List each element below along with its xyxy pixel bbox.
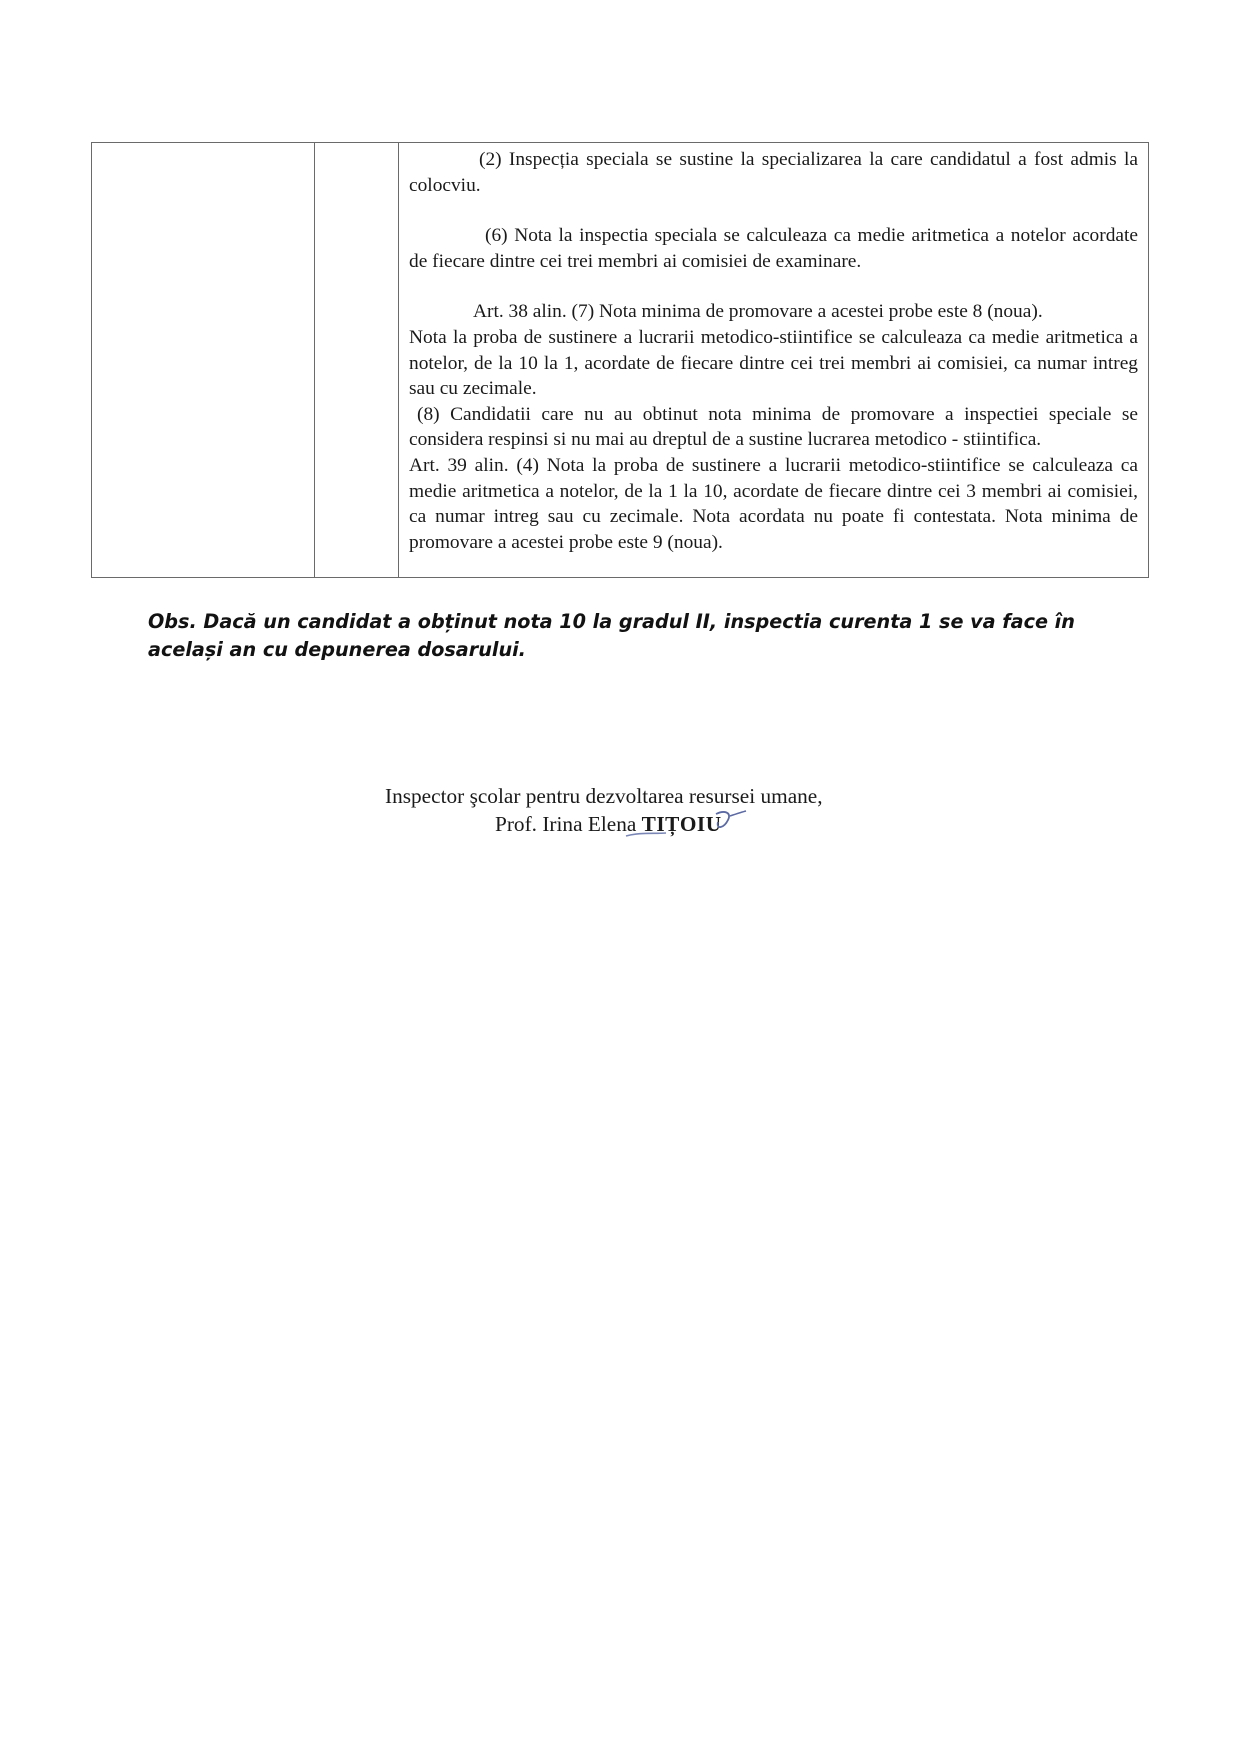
signature-name <box>495 810 722 838</box>
paragraph-paper-grade: Nota la proba de sustinere a lucrarii metodico-stiintifice se calculeaza ca medie aritmetica a notelor, de la 10 la 1, acordate de fiecare dintre cei trei membri ai comisiei, ca numar intreg sau cu zecimale. <box>409 326 1138 400</box>
signature-name-prefix: Prof. Irina Elena <box>495 812 642 836</box>
signature-surname: TIȚOIU <box>641 812 722 836</box>
regulation-text-cell <box>399 143 1149 578</box>
paragraph-inspection-grade: (6) Nota la inspectia speciala se calculeaza ca medie aritmetica a notelor acordate de fiecare dintre cei trei membri ai comisiei de examinare. <box>409 225 1138 272</box>
paragraph-rejected-candidates: (8) Candidatii care nu au obtinut nota minima de promovare a inspectiei speciale se considera respinsi si nu mai au dreptul de a sustine lucrarea metodico - stiintifica. <box>409 403 1138 451</box>
paragraph-art39-grade: Art. 39 alin. (4) Nota la proba de sustinere a lucrarii metodico-stiintifice se calculeaza ca medie aritmetica a notelor, de la 1 la 10, acordate de fiecare dintre cei 3 membri ai comisiei, ca numar intreg sau cu zecimale. Nota acordata nu poate fi contestata. Nota minima de promovare a acestei probe este 9 (noua). <box>409 454 1138 553</box>
paragraph-inspection-speciality: (2) Inspecția speciala se sustine la specializarea la care candidatul a fost admis la colocviu. <box>409 149 1138 196</box>
observation-note: Obs. Dacă un candidat a obținut nota 10 la gradul II, inspectia curenta 1 se va face în același an cu depunerea dosarului. <box>148 610 1075 661</box>
paragraph-art38-minimum: Art. 38 alin. (7) Nota minima de promovare a acestei probe este 8 (noua). <box>473 301 1043 323</box>
table-row <box>92 143 1149 578</box>
empty-cell-2 <box>315 143 399 578</box>
empty-cell-1 <box>92 143 315 578</box>
regulation-table <box>91 142 1149 578</box>
signature-title: Inspector şcolar pentru dezvoltarea resursei umane, <box>385 784 823 808</box>
